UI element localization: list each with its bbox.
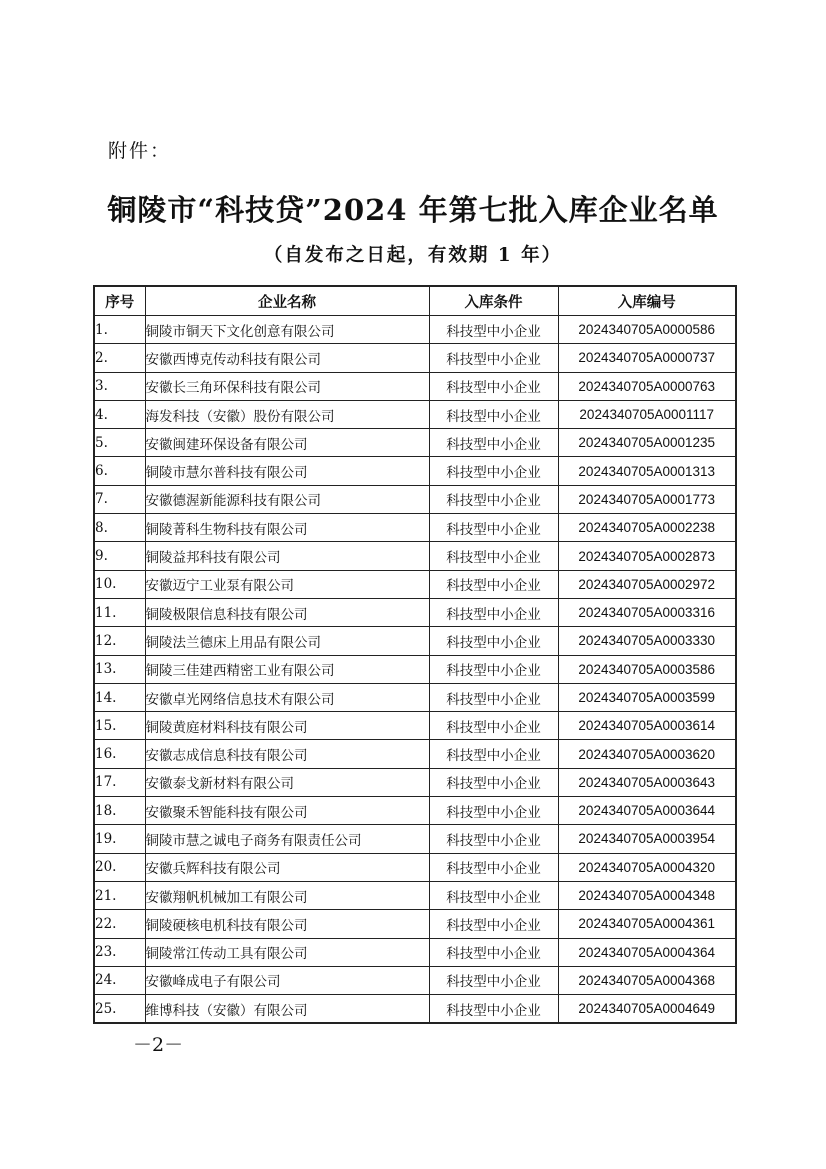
- entry-code-cell: 2024340705A0001773: [558, 485, 736, 513]
- table-row: [94, 344, 736, 372]
- header-enterprise-name: 企业名称: [145, 286, 429, 316]
- entry-condition-cell: 科技型中小企业: [429, 938, 558, 966]
- entry-condition-cell: 科技型中小企业: [429, 825, 558, 853]
- enterprise-name-cell: 铜陵市铜天下文化创意有限公司: [145, 316, 429, 344]
- table-row: [94, 514, 736, 542]
- entry-code-cell: 2024340705A0000763: [558, 372, 736, 400]
- serial-number-cell: 24.: [94, 966, 145, 994]
- table-row: [94, 570, 736, 598]
- enterprise-table: [93, 285, 737, 1024]
- serial-number-cell: 25.: [94, 995, 145, 1024]
- entry-condition-cell: 科技型中小企业: [429, 712, 558, 740]
- entry-code-cell: 2024340705A0003586: [558, 655, 736, 683]
- serial-number-cell: 18.: [94, 797, 145, 825]
- serial-number-cell: 15.: [94, 712, 145, 740]
- entry-condition-cell: 科技型中小企业: [429, 372, 558, 400]
- entry-condition-cell: 科技型中小企业: [429, 542, 558, 570]
- serial-number-cell: 5.: [94, 429, 145, 457]
- serial-number-cell: 17.: [94, 768, 145, 796]
- entry-condition-cell: 科技型中小企业: [429, 627, 558, 655]
- entry-condition-cell: 科技型中小企业: [429, 316, 558, 344]
- enterprise-name-cell: 安徽卓光网络信息技术有限公司: [145, 683, 429, 711]
- table-row: [94, 457, 736, 485]
- enterprise-name-cell: 铜陵黄庭材料科技有限公司: [145, 712, 429, 740]
- table-row: [94, 400, 736, 428]
- entry-condition-cell: 科技型中小企业: [429, 995, 558, 1024]
- entry-code-cell: 2024340705A0000737: [558, 344, 736, 372]
- serial-number-cell: 3.: [94, 372, 145, 400]
- serial-number-cell: 4.: [94, 400, 145, 428]
- serial-number-cell: 13.: [94, 655, 145, 683]
- serial-number-cell: 21.: [94, 881, 145, 909]
- enterprise-name-cell: 铜陵法兰德床上用品有限公司: [145, 627, 429, 655]
- serial-number-cell: 16.: [94, 740, 145, 768]
- table-row: [94, 995, 736, 1024]
- entry-code-cell: 2024340705A0001117: [558, 400, 736, 428]
- entry-code-cell: 2024340705A0004348: [558, 881, 736, 909]
- entry-condition-cell: 科技型中小企业: [429, 514, 558, 542]
- entry-condition-cell: 科技型中小企业: [429, 457, 558, 485]
- table-row: [94, 910, 736, 938]
- table-body: [94, 316, 736, 1024]
- table-row: [94, 655, 736, 683]
- entry-condition-cell: 科技型中小企业: [429, 344, 558, 372]
- serial-number-cell: 6.: [94, 457, 145, 485]
- entry-code-cell: 2024340705A0003330: [558, 627, 736, 655]
- enterprise-name-cell: 铜陵菁科生物科技有限公司: [145, 514, 429, 542]
- attachment-label: 附件：: [108, 140, 172, 162]
- enterprise-name-cell: 铜陵三佳建西精密工业有限公司: [145, 655, 429, 683]
- serial-number-cell: 9.: [94, 542, 145, 570]
- document-subtitle: （自发布之日起，有效期 1 年）: [263, 245, 563, 266]
- serial-number-cell: 19.: [94, 825, 145, 853]
- enterprise-name-cell: 安徽长三角环保科技有限公司: [145, 372, 429, 400]
- table-row: [94, 542, 736, 570]
- enterprise-name-cell: 安徽迈宁工业泵有限公司: [145, 570, 429, 598]
- entry-condition-cell: 科技型中小企业: [429, 853, 558, 881]
- serial-number-cell: 7.: [94, 485, 145, 513]
- enterprise-name-cell: 安徽翔帆机械加工有限公司: [145, 881, 429, 909]
- table-row: [94, 372, 736, 400]
- serial-number-cell: 1.: [94, 316, 145, 344]
- serial-number-cell: 23.: [94, 938, 145, 966]
- table-row: [94, 429, 736, 457]
- table-row: [94, 683, 736, 711]
- table-row: [94, 316, 736, 344]
- serial-number-cell: 10.: [94, 570, 145, 598]
- header-entry-condition: 入库条件: [429, 286, 558, 316]
- entry-condition-cell: 科技型中小企业: [429, 429, 558, 457]
- enterprise-name-cell: 铜陵极限信息科技有限公司: [145, 598, 429, 626]
- entry-condition-cell: 科技型中小企业: [429, 655, 558, 683]
- table-row: [94, 853, 736, 881]
- table-row: [94, 768, 736, 796]
- document-title: 铜陵市“科技贷”2024 年第七批入库企业名单: [107, 193, 719, 227]
- entry-condition-cell: 科技型中小企业: [429, 910, 558, 938]
- entry-code-cell: 2024340705A0003620: [558, 740, 736, 768]
- entry-code-cell: 2024340705A0003599: [558, 683, 736, 711]
- table-row: [94, 966, 736, 994]
- entry-code-cell: 2024340705A0003644: [558, 797, 736, 825]
- enterprise-name-cell: 安徽闽建环保设备有限公司: [145, 429, 429, 457]
- entry-condition-cell: 科技型中小企业: [429, 570, 558, 598]
- table-row: [94, 485, 736, 513]
- entry-condition-cell: 科技型中小企业: [429, 881, 558, 909]
- enterprise-name-cell: 铜陵市慧之诚电子商务有限责任公司: [145, 825, 429, 853]
- header-serial-number: 序号: [94, 286, 145, 316]
- header-entry-code: 入库编号: [558, 286, 736, 316]
- table-header-row: [94, 286, 736, 316]
- entry-condition-cell: 科技型中小企业: [429, 797, 558, 825]
- enterprise-name-cell: 铜陵硬核电机科技有限公司: [145, 910, 429, 938]
- enterprise-name-cell: 安徽志成信息科技有限公司: [145, 740, 429, 768]
- entry-condition-cell: 科技型中小企业: [429, 683, 558, 711]
- entry-code-cell: 2024340705A0004361: [558, 910, 736, 938]
- entry-condition-cell: 科技型中小企业: [429, 485, 558, 513]
- table-row: [94, 797, 736, 825]
- table-row: [94, 598, 736, 626]
- entry-code-cell: 2024340705A0003643: [558, 768, 736, 796]
- entry-condition-cell: 科技型中小企业: [429, 966, 558, 994]
- serial-number-cell: 20.: [94, 853, 145, 881]
- serial-number-cell: 14.: [94, 683, 145, 711]
- entry-condition-cell: 科技型中小企业: [429, 768, 558, 796]
- table-row: [94, 881, 736, 909]
- enterprise-name-cell: 维博科技（安徽）有限公司: [145, 995, 429, 1024]
- entry-code-cell: 2024340705A0001313: [558, 457, 736, 485]
- entry-code-cell: 2024340705A0004368: [558, 966, 736, 994]
- entry-code-cell: 2024340705A0003316: [558, 598, 736, 626]
- enterprise-name-cell: 铜陵益邦科技有限公司: [145, 542, 429, 570]
- serial-number-cell: 2.: [94, 344, 145, 372]
- serial-number-cell: 22.: [94, 910, 145, 938]
- enterprise-name-cell: 安徽聚禾智能科技有限公司: [145, 797, 429, 825]
- table-row: [94, 627, 736, 655]
- entry-code-cell: 2024340705A0001235: [558, 429, 736, 457]
- enterprise-name-cell: 安徽德渥新能源科技有限公司: [145, 485, 429, 513]
- enterprise-name-cell: 铜陵市慧尔普科技有限公司: [145, 457, 429, 485]
- entry-code-cell: 2024340705A0003614: [558, 712, 736, 740]
- entry-condition-cell: 科技型中小企业: [429, 598, 558, 626]
- entry-code-cell: 2024340705A0004649: [558, 995, 736, 1024]
- serial-number-cell: 12.: [94, 627, 145, 655]
- table-row: [94, 712, 736, 740]
- entry-code-cell: 2024340705A0000586: [558, 316, 736, 344]
- enterprise-name-cell: 安徽峰成电子有限公司: [145, 966, 429, 994]
- entry-code-cell: 2024340705A0002238: [558, 514, 736, 542]
- entry-code-cell: 2024340705A0004320: [558, 853, 736, 881]
- table-row: [94, 740, 736, 768]
- table-row: [94, 938, 736, 966]
- enterprise-name-cell: 铜陵常江传动工具有限公司: [145, 938, 429, 966]
- enterprise-name-cell: 安徽兵辉科技有限公司: [145, 853, 429, 881]
- enterprise-name-cell: 安徽西博克传动科技有限公司: [145, 344, 429, 372]
- table-row: [94, 825, 736, 853]
- enterprise-name-cell: 海发科技（安徽）股份有限公司: [145, 400, 429, 428]
- entry-code-cell: 2024340705A0003954: [558, 825, 736, 853]
- entry-code-cell: 2024340705A0002873: [558, 542, 736, 570]
- serial-number-cell: 11.: [94, 598, 145, 626]
- page-number: －2－: [133, 1034, 184, 1056]
- entry-code-cell: 2024340705A0002972: [558, 570, 736, 598]
- entry-condition-cell: 科技型中小企业: [429, 400, 558, 428]
- serial-number-cell: 8.: [94, 514, 145, 542]
- entry-condition-cell: 科技型中小企业: [429, 740, 558, 768]
- entry-code-cell: 2024340705A0004364: [558, 938, 736, 966]
- enterprise-name-cell: 安徽泰戈新材料有限公司: [145, 768, 429, 796]
